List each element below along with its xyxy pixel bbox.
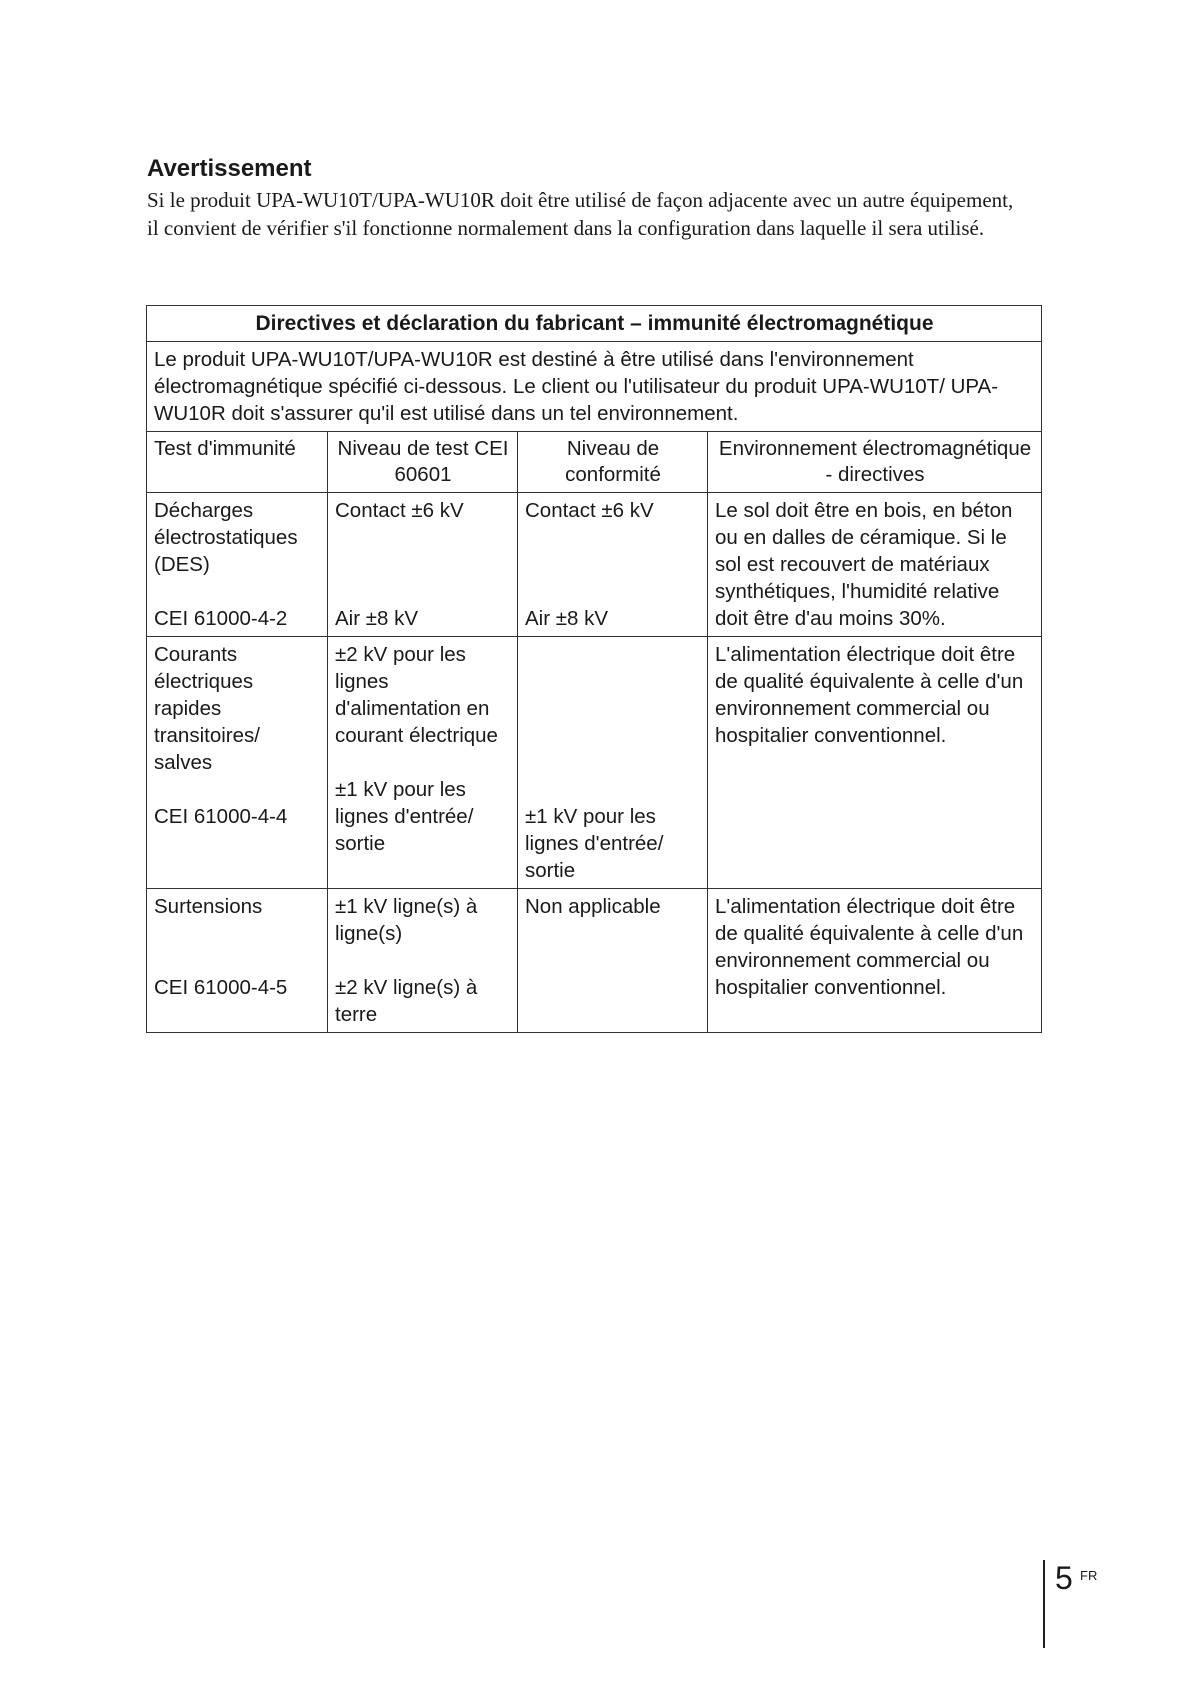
test-level-b: Air ±8 kV: [335, 607, 419, 630]
compliance-b: Air ±8 kV: [525, 607, 609, 630]
table-row: [147, 889, 1042, 1033]
row-compliance-cell: [518, 493, 708, 637]
test-name: Surtensions: [154, 895, 263, 918]
test-standard: CEI 61000-4-4: [154, 805, 288, 828]
table-header-row: [147, 432, 1042, 493]
test-level-b: ±2 kV ligne(s) à terre: [335, 976, 478, 1026]
test-standard: CEI 61000-4-2: [154, 607, 288, 630]
header-environment: Environnement électromagnétique - directives: [708, 432, 1042, 493]
row-test-cell: [147, 637, 328, 889]
row-test-cell: [147, 493, 328, 637]
test-level-a: ±2 kV pour les lignes d'alimentation en courant électrique: [335, 643, 498, 747]
row-compliance-cell: [518, 889, 708, 1033]
compliance-a: Non applicable: [525, 895, 661, 918]
test-name: Décharges électrostatiques (DES): [154, 499, 298, 576]
header-test-level: Niveau de test CEI 60601: [328, 432, 518, 493]
test-level-a: ±1 kV ligne(s) à ligne(s): [335, 895, 478, 945]
row-environment-cell: L'alimentation électrique doit être de qualité équivalente à celle d'un environnement commercial ou hospitalier conventionnel.: [708, 889, 1042, 1033]
row-test-cell: [147, 889, 328, 1033]
test-level-b: ±1 kV pour les lignes d'entrée/ sortie: [335, 778, 474, 855]
row-environment-cell: Le sol doit être en bois, en béton ou en dalles de céramique. Si le sol est recouvert de matériaux synthétiques, l'humidité relative doit être d'au moins 30%.: [708, 493, 1042, 637]
header-compliance-level: Niveau de conformité: [518, 432, 708, 493]
warning-title: Avertissement: [147, 155, 312, 182]
test-name: Courants électriques rapides transitoires/ salves: [154, 643, 260, 774]
table-row: [147, 493, 1042, 637]
page-language: FR: [1080, 1568, 1098, 1583]
row-level-cell: [328, 889, 518, 1033]
warning-text: Si le produit UPA-WU10T/UPA-WU10R doit être utilisé de façon adjacente avec un autre équipement, il convient de vérifier s'il fonctionne normalement dans la configuration dans laquelle il sera utilisé.: [147, 188, 1014, 240]
page-number-rule: [1043, 1560, 1045, 1648]
test-level-a: Contact ±6 kV: [335, 499, 464, 522]
row-level-cell: [328, 493, 518, 637]
header-test: Test d'immunité: [147, 432, 328, 493]
compliance-b: ±1 kV pour les lignes d'entrée/ sortie: [525, 805, 664, 882]
table-row: [147, 637, 1042, 889]
emc-immunity-table: [146, 305, 1042, 1033]
row-environment-cell: L'alimentation électrique doit être de qualité équivalente à celle d'un environnement commercial ou hospitalier conventionnel.: [708, 637, 1042, 889]
page-number: 5: [1055, 1560, 1073, 1596]
row-level-cell: [328, 637, 518, 889]
table-title: Directives et déclaration du fabricant – immunité électromagnétique: [147, 306, 1042, 342]
test-standard: CEI 61000-4-5: [154, 976, 288, 999]
compliance-a: Contact ±6 kV: [525, 499, 654, 522]
row-compliance-cell: [518, 637, 708, 889]
table-intro: Le produit UPA-WU10T/UPA-WU10R est destiné à être utilisé dans l'environnement électromagnétique spécifié ci-dessous. Le client ou l'utilisateur du produit UPA-WU10T/ UPA-WU10R doit s'assurer qu'il est utilisé dans un tel environnement.: [147, 342, 1042, 432]
